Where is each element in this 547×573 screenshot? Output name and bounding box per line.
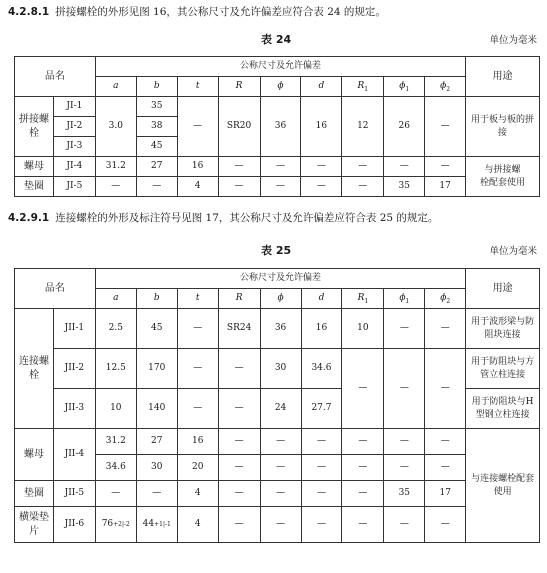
nut1-phi1: — [384, 429, 425, 455]
nut-R1: — [342, 157, 384, 177]
jii3-use: 用于防阻块与H 型钢立柱连接 [466, 389, 540, 429]
bolt-d: 16 [301, 97, 342, 157]
jii3-t: — [177, 389, 218, 429]
washer-t: 4 [177, 177, 218, 197]
jii1-R: SR24 [218, 309, 260, 349]
bolt-R1: 12 [342, 97, 384, 157]
nut2-t: 20 [177, 455, 218, 481]
col-d: d [301, 289, 342, 309]
washer-R1: — [342, 177, 384, 197]
table-25-caption: 表 25 [261, 244, 292, 257]
nut-a: 31.2 [95, 157, 136, 177]
col-R1: $R_1$ [342, 77, 384, 97]
jii1-use: 用于波形梁与防阻块连接 [466, 309, 540, 349]
nut1-R: — [218, 429, 260, 455]
header-name: 品名 [15, 57, 96, 97]
washer-d: — [301, 177, 342, 197]
row-washer-name: 垫圈 [15, 177, 54, 197]
jii2-a: 12.5 [95, 349, 136, 389]
jii2-d: 34.6 [301, 349, 342, 389]
bolt-R: SR20 [218, 97, 260, 157]
nut-phi1: — [384, 157, 425, 177]
col-d: d [301, 77, 342, 97]
pad-t: 4 [177, 507, 218, 543]
jii2-b: 170 [136, 349, 177, 389]
header-dimensions: 公称尺寸及允许偏差 [95, 269, 465, 289]
nut-d: — [301, 157, 342, 177]
col-t: t [177, 289, 218, 309]
washer-a: — [95, 177, 136, 197]
group-splice-bolt: 拼接螺栓 [15, 97, 54, 157]
clause-text: 连接螺栓的外形及标注符号见图 17，其公称尺寸及允许偏差应符合表 25 的规定。 [55, 212, 439, 224]
group-connect-bolt: 连接螺栓 [15, 309, 54, 429]
jii23-R1: — [342, 349, 384, 429]
jii1-t: — [177, 309, 218, 349]
pad-b: 44+1|-1 [136, 507, 177, 543]
bolt-b-1: 35 [136, 97, 177, 117]
col-phi1: $\phi_1$ [384, 289, 425, 309]
table-25-unit: 单位为毫米 [489, 246, 537, 257]
jii1-phi2: — [425, 309, 466, 349]
jii23-phi2: — [425, 349, 466, 429]
washer-b: — [136, 177, 177, 197]
nut1-phi2: — [425, 429, 466, 455]
jii3-a: 10 [95, 389, 136, 429]
jii2-phi: 30 [260, 349, 301, 389]
code-JI-1: JI-1 [53, 97, 95, 117]
bolt-phi1: 26 [384, 97, 425, 157]
nut-phi2: — [425, 157, 466, 177]
washer-phi1: 35 [384, 177, 425, 197]
clause-text: 拼接螺栓的外形见图 16，其公称尺寸及允许偏差应符合表 24 的规定。 [55, 6, 386, 18]
nut2-d: — [301, 455, 342, 481]
rest-use: 与连接螺栓配套使用 [466, 429, 540, 543]
code-JI-3: JI-3 [53, 137, 95, 157]
code-JI-4: JI-4 [53, 157, 95, 177]
nut2-b: 30 [136, 455, 177, 481]
header-use: 用途 [466, 57, 540, 97]
nut1-a: 31.2 [95, 429, 136, 455]
table-24-unit: 单位为毫米 [489, 35, 537, 46]
bolt-phi2: — [425, 97, 466, 157]
pad-R: — [218, 507, 260, 543]
washer-phi: — [260, 177, 301, 197]
col-b: b [136, 289, 177, 309]
jii23-phi1: — [384, 349, 425, 429]
jii1-b: 45 [136, 309, 177, 349]
nut1-d: — [301, 429, 342, 455]
jii3-d: 27.7 [301, 389, 342, 429]
row-nut-name: 螺母 [15, 429, 54, 481]
nut-phi: — [260, 157, 301, 177]
code-JII-4: JII-4 [53, 429, 95, 481]
jii3-phi: 24 [260, 389, 301, 429]
code-JI-5: JI-5 [53, 177, 95, 197]
w-b: — [136, 481, 177, 507]
nut2-R: — [218, 455, 260, 481]
nut-t: 16 [177, 157, 218, 177]
nut-b: 27 [136, 157, 177, 177]
col-a: a [95, 289, 136, 309]
jii2-R: — [218, 349, 260, 389]
bolt-phi: 36 [260, 97, 301, 157]
pad-d: — [301, 507, 342, 543]
nut2-phi: — [260, 455, 301, 481]
col-phi1: $\phi_1$ [384, 77, 425, 97]
header-name: 品名 [15, 269, 96, 309]
row-washer-name: 垫圈 [15, 481, 54, 507]
washer-phi2: 17 [425, 177, 466, 197]
col-phi2: $\phi_2$ [425, 77, 466, 97]
col-phi: ϕ [260, 289, 301, 309]
w-phi: — [260, 481, 301, 507]
jii1-a: 2.5 [95, 309, 136, 349]
table-24 [14, 56, 540, 197]
pad-phi2: — [425, 507, 466, 543]
row-pad-name: 横梁垫片 [15, 507, 54, 543]
nut2-phi1: — [384, 455, 425, 481]
nut-washer-use: 与拼接螺 栓配套使用 [466, 157, 540, 197]
nut2-a: 34.6 [95, 455, 136, 481]
jii3-b: 140 [136, 389, 177, 429]
w-R1: — [342, 481, 384, 507]
nut1-phi: — [260, 429, 301, 455]
bolt-b-3: 45 [136, 137, 177, 157]
jii3-R: — [218, 389, 260, 429]
col-R1: $R_1$ [342, 289, 384, 309]
col-a: a [95, 77, 136, 97]
pad-phi: — [260, 507, 301, 543]
jii2-t: — [177, 349, 218, 389]
col-phi2: $\phi_2$ [425, 289, 466, 309]
table-25 [14, 268, 540, 543]
pad-a: 76+2|-2 [95, 507, 136, 543]
pad-R1: — [342, 507, 384, 543]
table-24-caption: 表 24 [261, 33, 292, 46]
header-dimensions: 公称尺寸及允许偏差 [95, 57, 465, 77]
row-nut-name: 螺母 [15, 157, 54, 177]
jii1-R1: 10 [342, 309, 384, 349]
bolt-b-2: 38 [136, 117, 177, 137]
clause-number: 4.2.9.1 [8, 212, 50, 224]
col-R: R [218, 77, 260, 97]
jii1-d: 16 [301, 309, 342, 349]
jii1-phi: 36 [260, 309, 301, 349]
col-R: R [218, 289, 260, 309]
jii1-phi1: — [384, 309, 425, 349]
code-JII-5: JII-5 [53, 481, 95, 507]
pad-phi1: — [384, 507, 425, 543]
nut2-R1: — [342, 455, 384, 481]
code-JII-2: JII-2 [53, 349, 95, 389]
washer-R: — [218, 177, 260, 197]
col-phi: ϕ [260, 77, 301, 97]
w-phi2: 17 [425, 481, 466, 507]
col-b: b [136, 77, 177, 97]
w-R: — [218, 481, 260, 507]
w-phi1: 35 [384, 481, 425, 507]
nut1-b: 27 [136, 429, 177, 455]
w-a: — [95, 481, 136, 507]
w-d: — [301, 481, 342, 507]
jii2-use: 用于防阻块与方管立柱连接 [466, 349, 540, 389]
code-JI-2: JI-2 [53, 117, 95, 137]
clause-number: 4.2.8.1 [8, 6, 50, 18]
col-t: t [177, 77, 218, 97]
nut1-R1: — [342, 429, 384, 455]
clause-4-2-9-1 [8, 210, 438, 225]
bolt-a: 3.0 [95, 97, 136, 157]
code-JII-6: JII-6 [53, 507, 95, 543]
nut2-phi2: — [425, 455, 466, 481]
nut1-t: 16 [177, 429, 218, 455]
w-t: 4 [177, 481, 218, 507]
nut-R: — [218, 157, 260, 177]
code-JII-3: JII-3 [53, 389, 95, 429]
code-JII-1: JII-1 [53, 309, 95, 349]
header-use: 用途 [466, 269, 540, 309]
bolt-t: — [177, 97, 218, 157]
clause-4-2-8-1 [8, 4, 386, 19]
bolt-use: 用于板与板的拼接 [466, 97, 540, 157]
